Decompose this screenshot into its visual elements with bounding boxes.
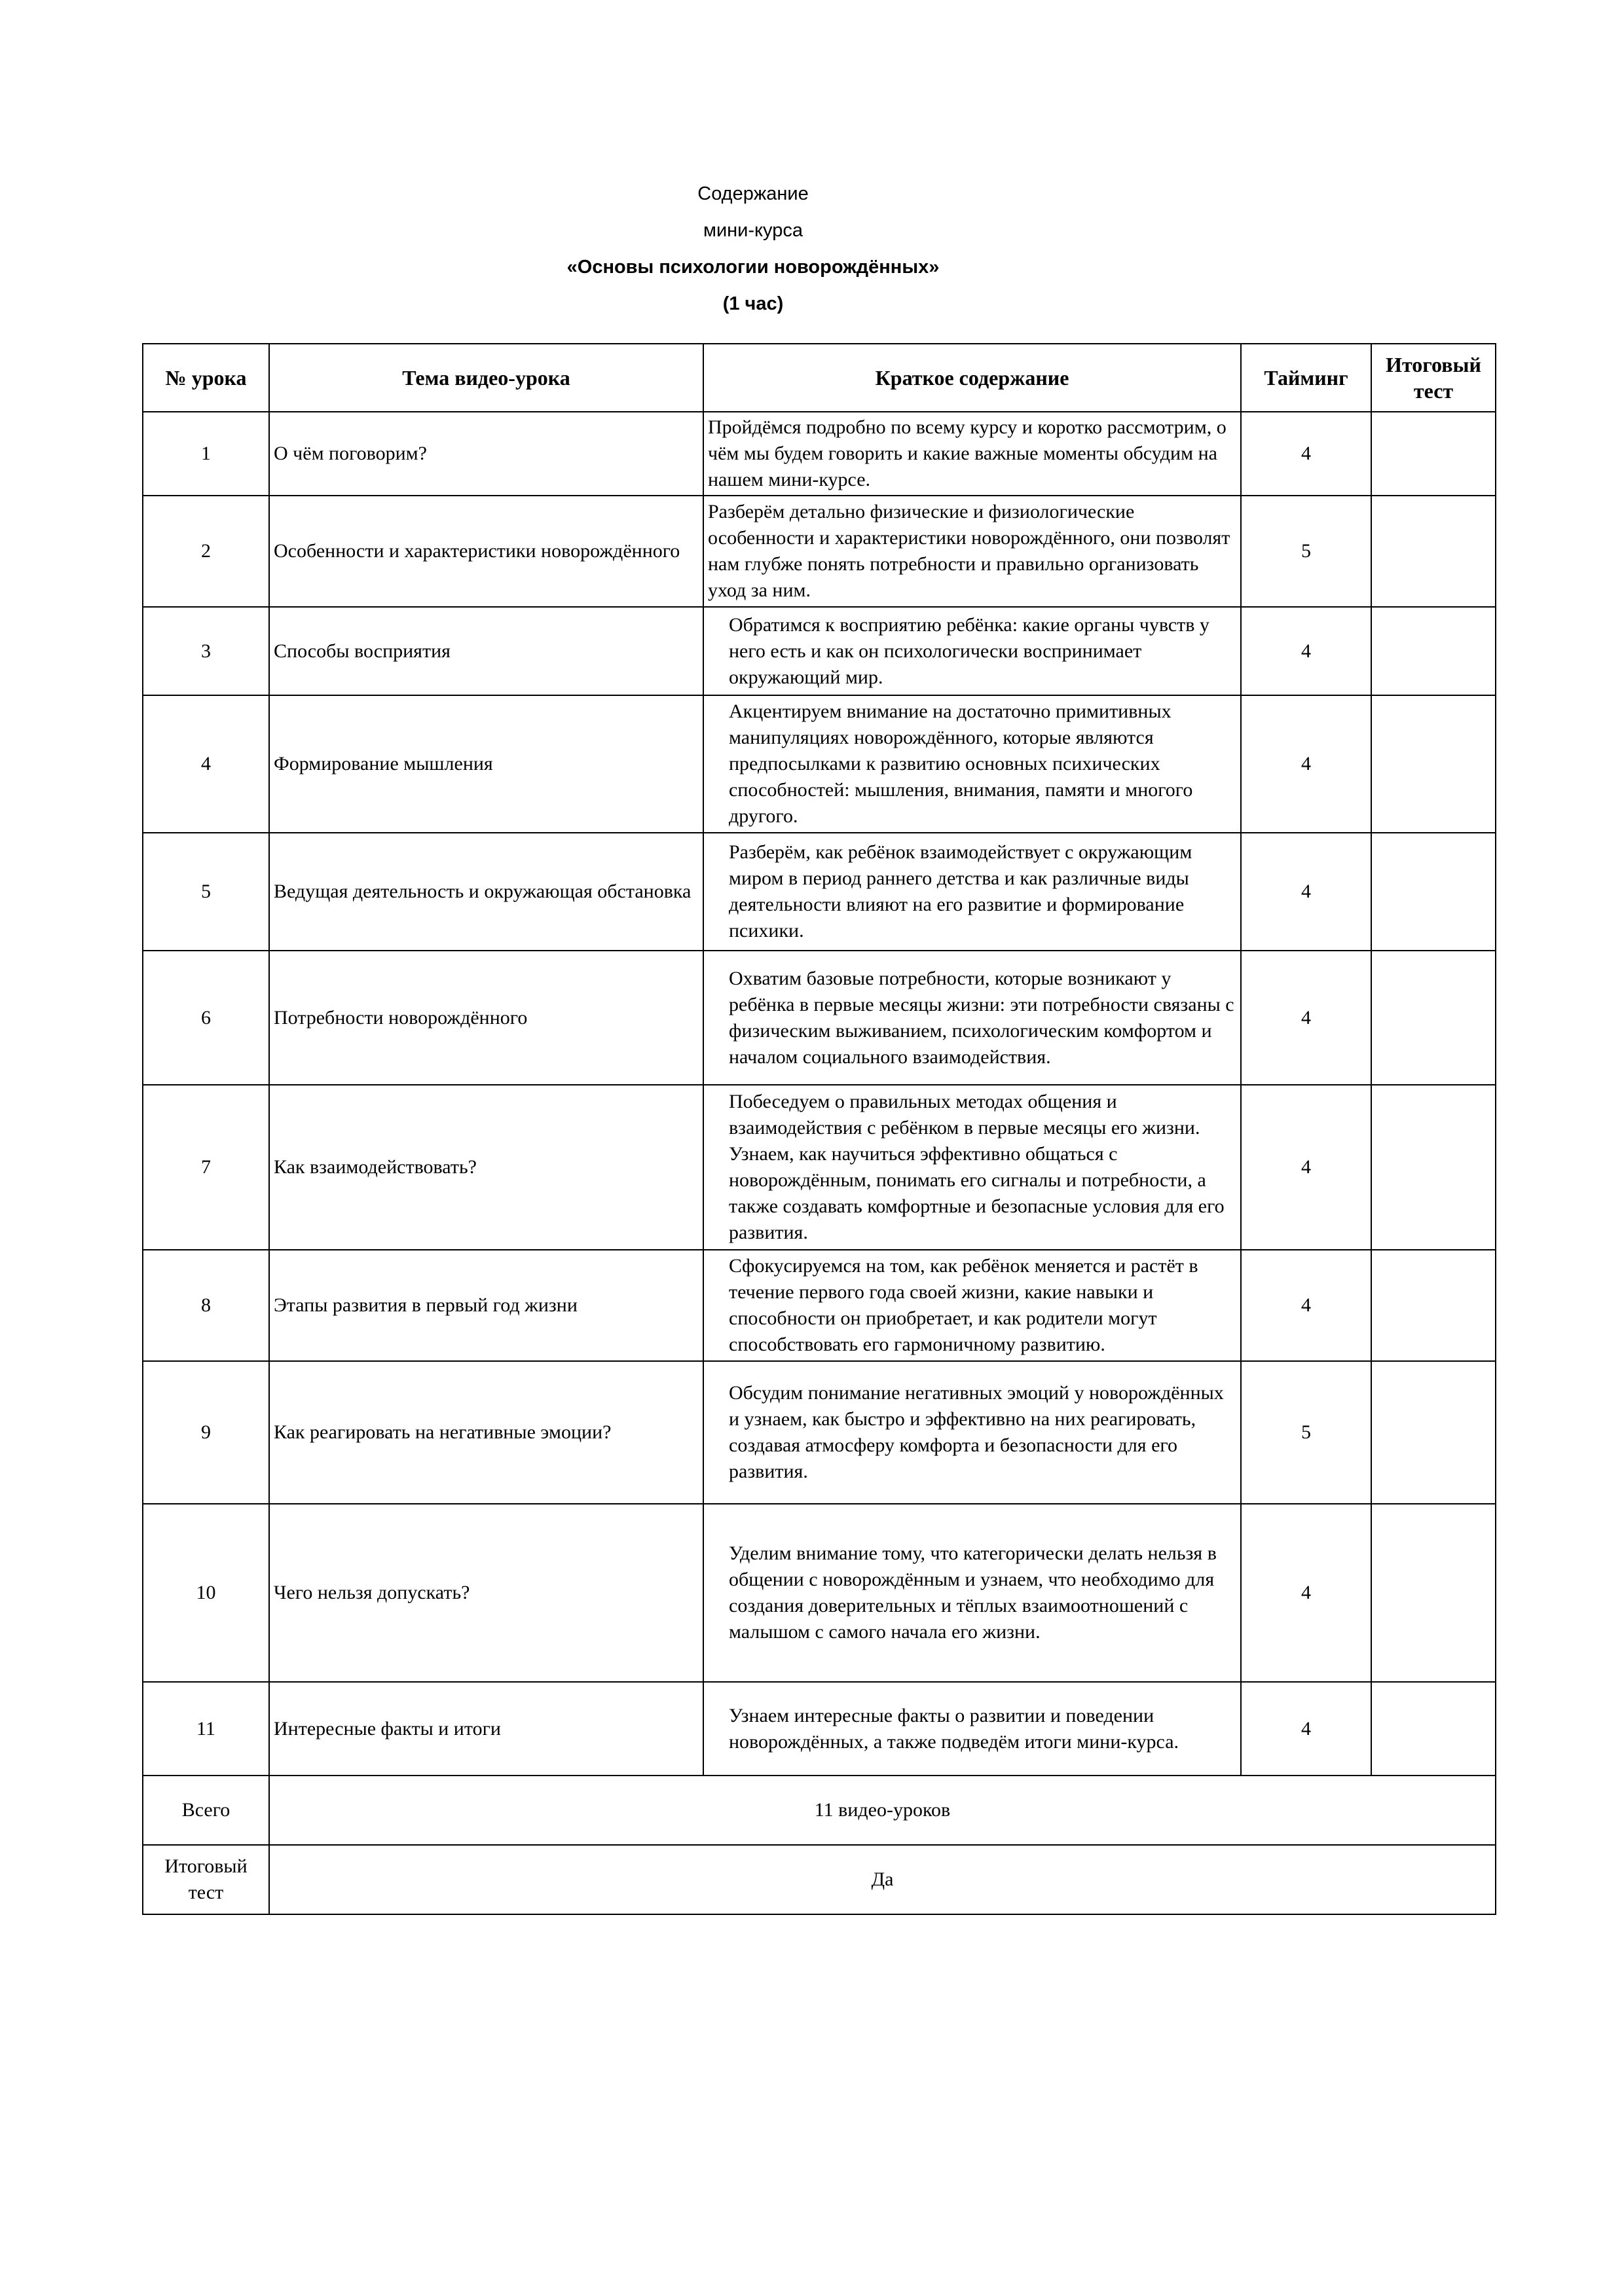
lesson-timing: 4 (1241, 412, 1371, 496)
lesson-topic: Этапы развития в первый год жизни (269, 1250, 703, 1361)
lesson-topic: Особенности и характеристики новорождённого (269, 496, 703, 607)
lesson-final-test (1371, 496, 1496, 607)
lesson-summary: Разберём детально физические и физиологические особенности и характеристики новорождённого, они позволят нам глубже понять потребности и правильно организовать уход за ним. (703, 496, 1241, 607)
lesson-summary: Пройдёмся подробно по всему курсу и коротко рассмотрим, о чём мы будем говорить и какие важные моменты обсудим на нашем мини-курсе. (703, 412, 1241, 496)
lesson-final-test (1371, 1085, 1496, 1250)
table-footer-row-final-test (143, 1845, 1496, 1914)
lesson-final-test (1371, 833, 1496, 951)
lesson-final-test (1371, 951, 1496, 1085)
lesson-number: 3 (143, 607, 269, 695)
lesson-final-test (1371, 1504, 1496, 1682)
table-row (143, 951, 1496, 1085)
lessons-table (142, 343, 1496, 1915)
header-line-1: Содержание (697, 183, 809, 204)
table-footer-row-total (143, 1776, 1496, 1845)
table-header-row (143, 344, 1496, 412)
lesson-timing: 5 (1241, 1361, 1371, 1504)
document-header (0, 175, 1506, 322)
column-header-lesson-number: № урока (143, 344, 269, 412)
table-row (143, 1250, 1496, 1361)
final-test-value: Да (269, 1845, 1496, 1914)
lesson-topic: Потребности новорождённого (269, 951, 703, 1085)
lesson-timing: 4 (1241, 607, 1371, 695)
lesson-timing: 4 (1241, 1085, 1371, 1250)
lesson-number: 1 (143, 412, 269, 496)
lesson-number: 4 (143, 695, 269, 833)
lesson-summary: Акцентируем внимание на достаточно примитивных манипуляциях новорождённого, которые являются предпосылками к развитию основных психических способностей: мышления, внимания, памяти и многого другого. (703, 695, 1241, 833)
lesson-summary: Обратимся к восприятию ребёнка: какие органы чувств у него есть и как он психологически воспринимает окружающий мир. (703, 607, 1241, 695)
lesson-timing: 5 (1241, 496, 1371, 607)
lesson-number: 9 (143, 1361, 269, 1504)
table-row (143, 1361, 1496, 1504)
lesson-summary: Побеседуем о правильных методах общения и взаимодействия с ребёнком в первые месяцы его жизни. Узнаем, как научиться эффективно общаться с новорождённым, понимать его сигналы и потребности, а также создавать комфортные и безопасные условия для его развития. (703, 1085, 1241, 1250)
lesson-summary: Разберём, как ребёнок взаимодействует с окружающим миром в период раннего детства и как различные виды деятельности влияют на его развитие и формирование психики. (703, 833, 1241, 951)
table-row (143, 1682, 1496, 1776)
table-row (143, 1504, 1496, 1682)
lesson-topic: Ведущая деятельность и окружающая обстановка (269, 833, 703, 951)
lesson-number: 11 (143, 1682, 269, 1776)
lesson-topic: Как реагировать на негативные эмоции? (269, 1361, 703, 1504)
lesson-number: 5 (143, 833, 269, 951)
lesson-summary: Узнаем интересные факты о развитии и поведении новорождённых, а также подведём итоги мини-курса. (703, 1682, 1241, 1776)
header-line-2: мини-курса (703, 220, 803, 241)
lesson-final-test (1371, 412, 1496, 496)
lesson-timing: 4 (1241, 951, 1371, 1085)
lesson-summary: Обсудим понимание негативных эмоций у новорождённых и узнаем, как быстро и эффективно на них реагировать, создавая атмосферу комфорта и безопасности для его развития. (703, 1361, 1241, 1504)
table-row (143, 412, 1496, 496)
lesson-topic: Формирование мышления (269, 695, 703, 833)
column-header-topic: Тема видео-урока (269, 344, 703, 412)
column-header-final-test: Итоговый тест (1371, 344, 1496, 412)
lesson-timing: 4 (1241, 833, 1371, 951)
table-row (143, 607, 1496, 695)
lesson-topic: Как взаимодействовать? (269, 1085, 703, 1250)
course-duration: (1 час) (722, 293, 784, 314)
total-label: Всего (143, 1776, 269, 1845)
lesson-topic: О чём поговорим? (269, 412, 703, 496)
lesson-summary: Уделим внимание тому, что категорически делать нельзя в общении с новорождённым и узнаем, что необходимо для создания доверительных и тёплых взаимоотношений с малышом с самого начала его жизни. (703, 1504, 1241, 1682)
table-row (143, 496, 1496, 607)
lesson-timing: 4 (1241, 1682, 1371, 1776)
lesson-timing: 4 (1241, 1504, 1371, 1682)
table-row (143, 833, 1496, 951)
lesson-timing: 4 (1241, 695, 1371, 833)
lesson-summary: Сфокусируемся на том, как ребёнок меняется и растёт в течение первого года своей жизни, какие навыки и способности он приобретает, и как родители могут способствовать его гармоничному развитию. (703, 1250, 1241, 1361)
column-header-timing: Тайминг (1241, 344, 1371, 412)
lesson-number: 6 (143, 951, 269, 1085)
lesson-number: 2 (143, 496, 269, 607)
lesson-final-test (1371, 1682, 1496, 1776)
table-row (143, 695, 1496, 833)
lesson-topic: Способы восприятия (269, 607, 703, 695)
lesson-number: 7 (143, 1085, 269, 1250)
lesson-final-test (1371, 1250, 1496, 1361)
lesson-final-test (1371, 607, 1496, 695)
lesson-summary: Охватим базовые потребности, которые возникают у ребёнка в первые месяцы жизни: эти потребности связаны с физическим выживанием, психологическим комфортом и началом социального взаимодействия. (703, 951, 1241, 1085)
final-test-label: Итоговый тест (143, 1845, 269, 1914)
lesson-final-test (1371, 1361, 1496, 1504)
lesson-number: 8 (143, 1250, 269, 1361)
total-value: 11 видео-уроков (269, 1776, 1496, 1845)
lesson-number: 10 (143, 1504, 269, 1682)
table-row (143, 1085, 1496, 1250)
course-title: «Основы психологии новорождённых» (566, 257, 940, 278)
lesson-topic: Интересные факты и итоги (269, 1682, 703, 1776)
lesson-final-test (1371, 695, 1496, 833)
lesson-timing: 4 (1241, 1250, 1371, 1361)
lesson-topic: Чего нельзя допускать? (269, 1504, 703, 1682)
column-header-summary: Краткое содержание (703, 344, 1241, 412)
